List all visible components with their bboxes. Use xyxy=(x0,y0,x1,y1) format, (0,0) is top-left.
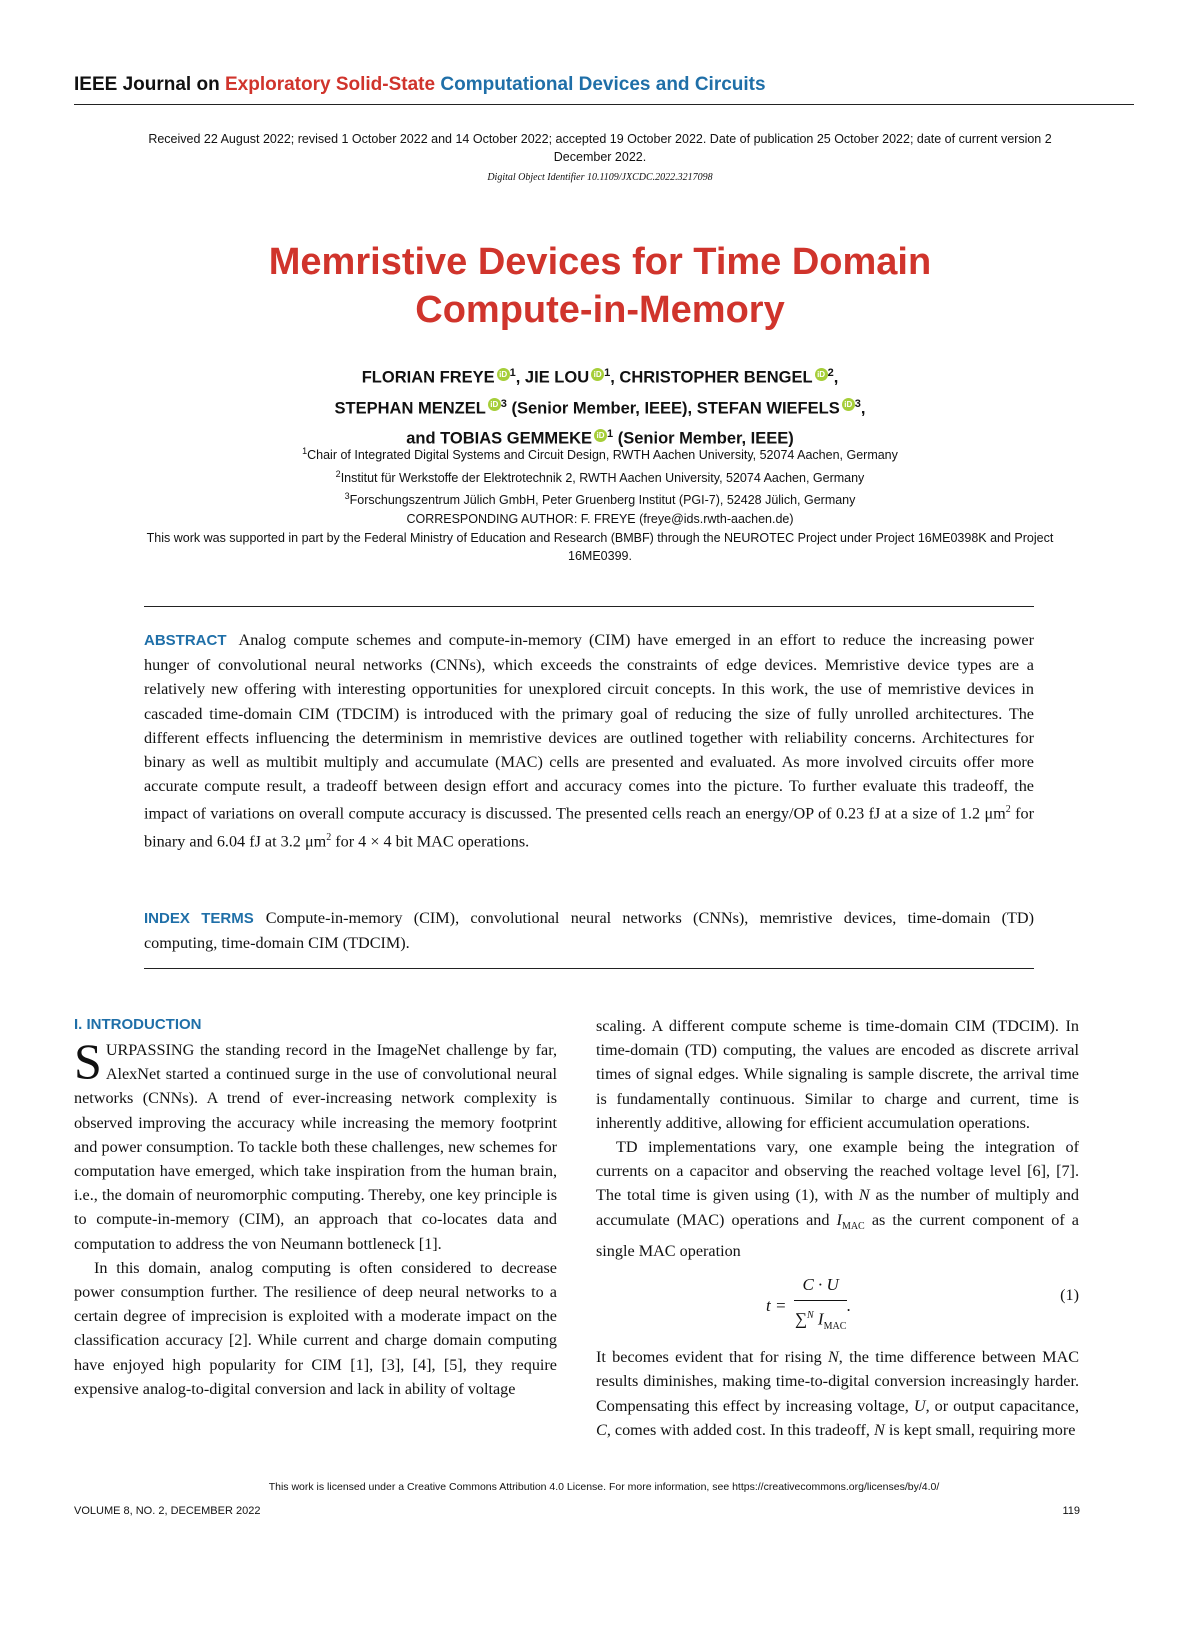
author-name: and TOBIAS GEMMEKE xyxy=(406,429,593,448)
orcid-icon[interactable]: iD xyxy=(842,398,855,411)
equation-period: . xyxy=(846,1296,852,1316)
affiliation-1 xyxy=(150,442,1050,465)
separator: , xyxy=(833,368,839,387)
license-note[interactable]: This work is licensed under a Creative Commons Attribution 4.0 License. For more information, see https://creativecommons.org/licenses/by/4.0/ xyxy=(268,1481,940,1493)
sum-symbol: ∑ xyxy=(794,1310,807,1330)
math-variable: N xyxy=(858,1186,870,1205)
intro-paragraph-4 xyxy=(596,1135,1079,1263)
superscript: 2 xyxy=(1005,804,1011,816)
paragraph-text: as the current component of a single MAC operation xyxy=(596,1210,1079,1261)
math-variable: I xyxy=(817,1310,824,1330)
math-variable: C xyxy=(596,1420,607,1439)
affiliation-2 xyxy=(150,465,1050,488)
sum-limit: N xyxy=(807,1310,814,1322)
author-name: , CHRISTOPHER BENGEL xyxy=(610,368,813,387)
affiliations xyxy=(150,442,1050,528)
affiliation-mark: 1 xyxy=(607,428,614,440)
intro-paragraph-5 xyxy=(596,1345,1079,1442)
affiliation-number: 3 xyxy=(344,491,350,502)
subscript: MAC xyxy=(841,1220,865,1232)
abstract-text: for binary and 6.04 fJ at 3.2 μm xyxy=(144,804,1034,851)
received-dates: Received 22 August 2022; revised 1 October 2022 and 14 October 2022; accepted 19 October 2022. Date of publication 25 October 2022; date of current version 2 December 2022. xyxy=(148,132,1052,164)
doi: Digital Object Identifier 10.1109/JXCDC.2022.3217098 xyxy=(487,172,713,183)
paragraph-text: , the time difference between MAC results diminishes, making time-to-digital conversion increasingly harder. Compensating this effect by increasing voltage, xyxy=(596,1348,1079,1415)
abstract-text: for 4 × 4 bit MAC operations. xyxy=(331,832,530,851)
author-membership: (Senior Member, IEEE) xyxy=(613,429,794,448)
journal-name-part-2: Exploratory Solid-State xyxy=(224,74,436,95)
paragraph-text: TD implementations vary, one example being the integration of currents on a capacitor and observing the reached voltage level [6], [7]. The total time is given using (1), with xyxy=(596,1138,1079,1205)
author-list xyxy=(150,360,1050,452)
funding-note: This work was supported in part by the Federal Ministry of Education and Research (BMBF) through the NEUROTEC Project under Project 16ME0398K and Project 16ME0399. xyxy=(146,531,1054,563)
abstract-top-rule xyxy=(144,606,1034,607)
subscript: MAC xyxy=(823,1321,847,1333)
paragraph-text: is kept small, requiring more xyxy=(884,1420,1076,1439)
equation-number: (1) xyxy=(1060,1286,1079,1305)
left-column xyxy=(74,1014,557,1401)
abstract-bottom-rule xyxy=(144,968,1034,969)
affiliation-mark: 3 xyxy=(854,397,861,410)
paper-title xyxy=(100,238,1100,334)
equation-lhs: t = xyxy=(766,1296,787,1316)
journal-name-part-3: Computational Devices and Circuits xyxy=(435,74,766,95)
journal-name xyxy=(74,74,1134,96)
affiliation-text: Forschungszentrum Jülich GmbH, Peter Gruenberg Institut (PGI-7), 52428 Jülich, Germany xyxy=(349,493,856,508)
author-line-2 xyxy=(150,391,1050,422)
abstract-label: ABSTRACT xyxy=(144,632,227,649)
paper-title-line-1: Memristive Devices for Time Domain xyxy=(268,241,932,283)
author-name: FLORIAN FREYE xyxy=(361,368,495,387)
paragraph-text: , or output capacitance, xyxy=(925,1396,1079,1415)
abstract xyxy=(144,628,1034,854)
author-name: (Senior Member, IEEE), STEFAN WIEFELS xyxy=(506,399,840,417)
intro-paragraph-2: In this domain, analog computing is often considered to decrease power consumption further. The resilience of deep neural networks to a certain degree of imprecision is exploited with a moderate impact on the classification accuracy [2]. While current and charge domain computing have enjoyed high popularity for CIM [1], [3], [4], [5], they require expensive analog-to-digital conversion and lack in ability of voltage xyxy=(74,1258,557,1398)
affiliation-number: 1 xyxy=(302,446,308,456)
orcid-icon[interactable]: iD xyxy=(594,429,607,442)
paper-title-line-2: Compute-in-Memory xyxy=(415,289,785,331)
superscript: 2 xyxy=(326,832,332,844)
paragraph-text: , comes with added cost. In this tradeoff, xyxy=(606,1420,874,1439)
equation-1 xyxy=(596,1269,1079,1341)
intro-paragraph-3: scaling. A different compute scheme is time-domain CIM (TDCIM). In time-domain (TD) computing, the values are encoded as discrete arrival times of signal edges. While signaling is sample discrete, the arrival time is fundamentally continuous. Similar to charge and current, time is inherently additive, allowing for efficient accumulation operations. xyxy=(596,1017,1079,1132)
affiliation-mark: 2 xyxy=(827,367,834,379)
orcid-icon[interactable]: iD xyxy=(591,368,604,381)
orcid-icon[interactable]: iD xyxy=(497,368,510,381)
paragraph-text: URPASSING the standing record in the ImageNet challenge by far, AlexNet started a continued surge in the use of convolutional neural networks (CNNs). A trend of ever-increasing network complexity is observed improving the accuracy while increasing the memory footprint and power consumption. To tackle both these challenges, new schemes for computation have emerged, which take inspiration from the human brain, i.e., the domain of neuromorphic computing. Thereby, one key principle is to compute-in-memory (CIM), an approach that co-locates data and computation to address the von Neumann bottleneck [1]. xyxy=(74,1041,557,1253)
math-variable: U xyxy=(913,1396,926,1415)
affiliation-number: 2 xyxy=(335,468,341,479)
orcid-icon[interactable]: iD xyxy=(488,398,501,411)
affiliation-text: Chair of Integrated Digital Systems and Circuit Design, RWTH Aachen University, 52074 Aachen, Germany xyxy=(307,448,898,463)
intro-paragraph-1 xyxy=(74,1033,557,1256)
footer-volume: VOLUME 8, NO. 2, DECEMBER 2022 xyxy=(74,1505,261,1517)
affiliation-text: Institut für Werkstoffe der Elektrotechnik 2, RWTH Aachen University, 52074 Aachen, Germany xyxy=(340,470,865,485)
math-variable: N xyxy=(874,1420,885,1439)
author-name: STEPHAN MENZEL xyxy=(334,399,486,417)
drop-cap: S xyxy=(74,1033,102,1089)
author-name: , JIE LOU xyxy=(515,368,590,387)
header-rule xyxy=(74,104,1134,105)
index-terms-text: Compute-in-memory (CIM), convolutional neural networks (CNNs), memristive devices, time-domain (TD) computing, time-domain CIM (TDCIM). xyxy=(144,909,1034,953)
equation-body xyxy=(766,1273,851,1339)
fraction xyxy=(794,1273,846,1339)
affiliation-mark: 3 xyxy=(500,397,507,410)
author-line-1 xyxy=(150,360,1050,391)
paragraph-text: It becomes evident that for rising xyxy=(596,1348,828,1367)
fraction-numerator: C · U xyxy=(794,1273,846,1301)
separator: , xyxy=(860,399,866,417)
paragraph-text: as the number of multiply and accumulate (MAC) operations and xyxy=(596,1186,1079,1229)
affiliation-mark: 1 xyxy=(604,367,611,379)
abstract-text: Analog compute schemes and compute-in-memory (CIM) have emerged in an effort to reduce the increasing power hunger of convolutional neural networks (CNNs), which exceeds the constraints of edge devices. Memristive device types are a relatively new offering with interesting opportunities for unexplored circuit concepts. In this work, the use of memristive devices in cascaded time-domain CIM (TDCIM) is introduced with the primary goal of reducing the size of fully unrolled architectures. The different effects influencing the determinism in memristive devices are outlined together with reliability concerns. Architectures for binary as well as multibit multiply and accumulate (MAC) cells are presented and evaluated. As more involved circuits offer more accurate compute result, a tradeoff between design effort and accuracy comes into the picture. To further evaluate this tradeoff, the impact of variations on overall compute accuracy is discussed. The presented cells reach an energy/OP of 0.23 fJ at a size of 1.2 μm xyxy=(144,631,1034,823)
affiliation-mark: 1 xyxy=(509,367,516,379)
section-heading: I. INTRODUCTION xyxy=(74,1016,202,1033)
index-terms xyxy=(144,906,1034,955)
math-variable: I xyxy=(836,1210,842,1229)
fraction-denominator xyxy=(795,1301,847,1339)
right-column xyxy=(596,1014,1079,1442)
journal-name-part-1: IEEE Journal on xyxy=(74,74,225,95)
affiliation-3 xyxy=(150,487,1050,510)
index-terms-label: INDEX TERMS xyxy=(144,910,254,927)
orcid-icon[interactable]: iD xyxy=(815,368,828,381)
math-variable: N xyxy=(827,1348,839,1367)
page-number: 119 xyxy=(1062,1505,1080,1517)
corresponding-author[interactable]: CORRESPONDING AUTHOR: F. FREYE (freye@ids.rwth-aachen.de) xyxy=(406,511,794,526)
